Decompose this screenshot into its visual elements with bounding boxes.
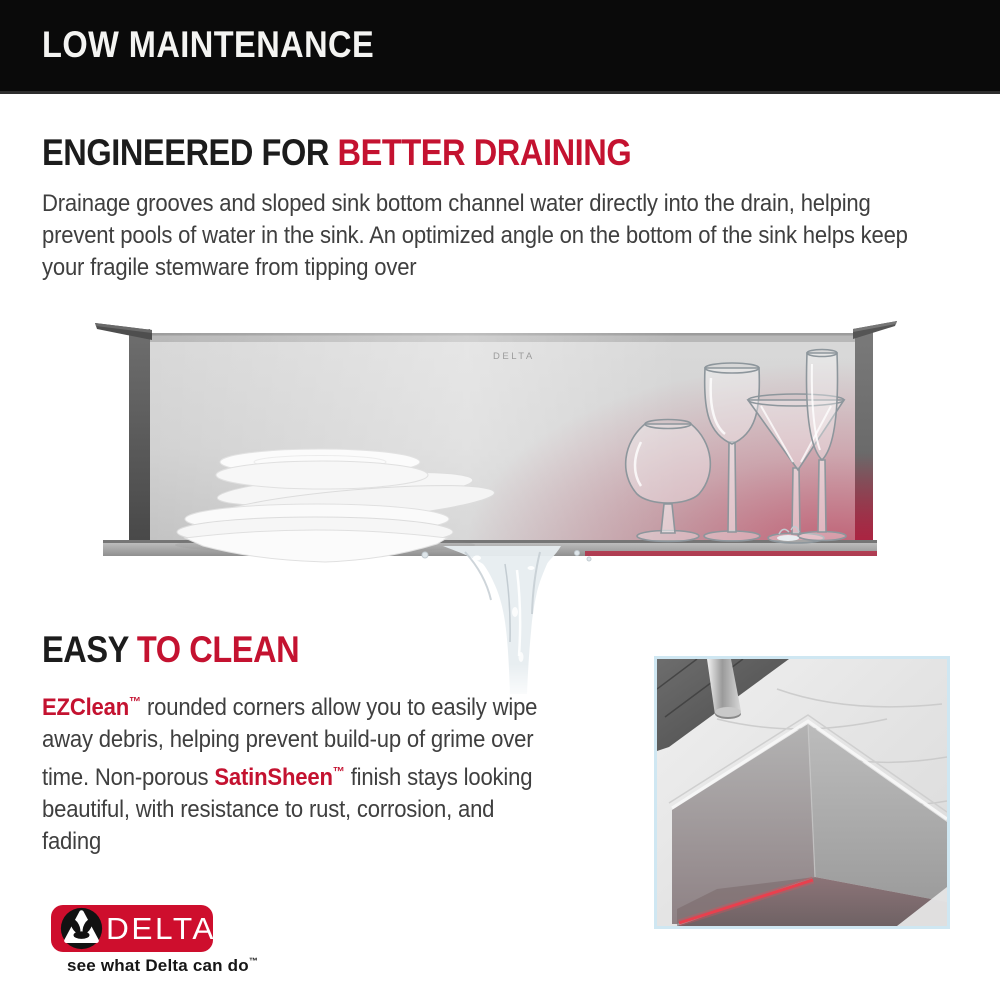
delta-tagline [67, 956, 258, 976]
heading-better-draining [42, 134, 631, 171]
sink-corner-inset-image [654, 656, 950, 929]
heading-black-part: ENGINEERED FOR [42, 132, 338, 173]
heading-red-part: TO CLEAN [136, 629, 300, 670]
paragraph-better-draining: Drainage grooves and sloped sink bottom channel water directly into the drain, helping prevent pools of water in the sink. An optimized angle on the bottom of the sink helps keep your fragile stemware from tipping over [42, 190, 908, 281]
paragraph-easy-to-clean [42, 686, 559, 858]
delta-triangle-icon [59, 906, 104, 951]
text-segment: SatinSheen [214, 764, 333, 791]
text-segment: ™ [332, 764, 345, 779]
text-segment: EZClean [42, 694, 130, 721]
heading-easy-to-clean [42, 631, 299, 668]
text-segment: finish stays looking beautiful, with resistance to rust, corrosion, and fading [42, 764, 533, 855]
tagline-tm: ™ [248, 956, 259, 966]
delta-wordmark: DELTA [106, 911, 216, 946]
heading-black-part: EASY [42, 629, 137, 670]
sink-etched-brand: DELTA [493, 351, 535, 362]
tagline-text: see what Delta can do [67, 956, 249, 975]
page-title: LOW MAINTENANCE [42, 24, 375, 65]
sink-left-wall [129, 329, 150, 550]
header-bar [0, 0, 1000, 94]
heading-red-part: BETTER DRAINING [337, 132, 632, 173]
text-segment: ™ [129, 694, 142, 709]
text-segment: rounded corners allow you to easily wipe away debris, helping prevent build-up of grime over time. Non-porous [42, 694, 538, 791]
delta-logo [51, 905, 216, 952]
